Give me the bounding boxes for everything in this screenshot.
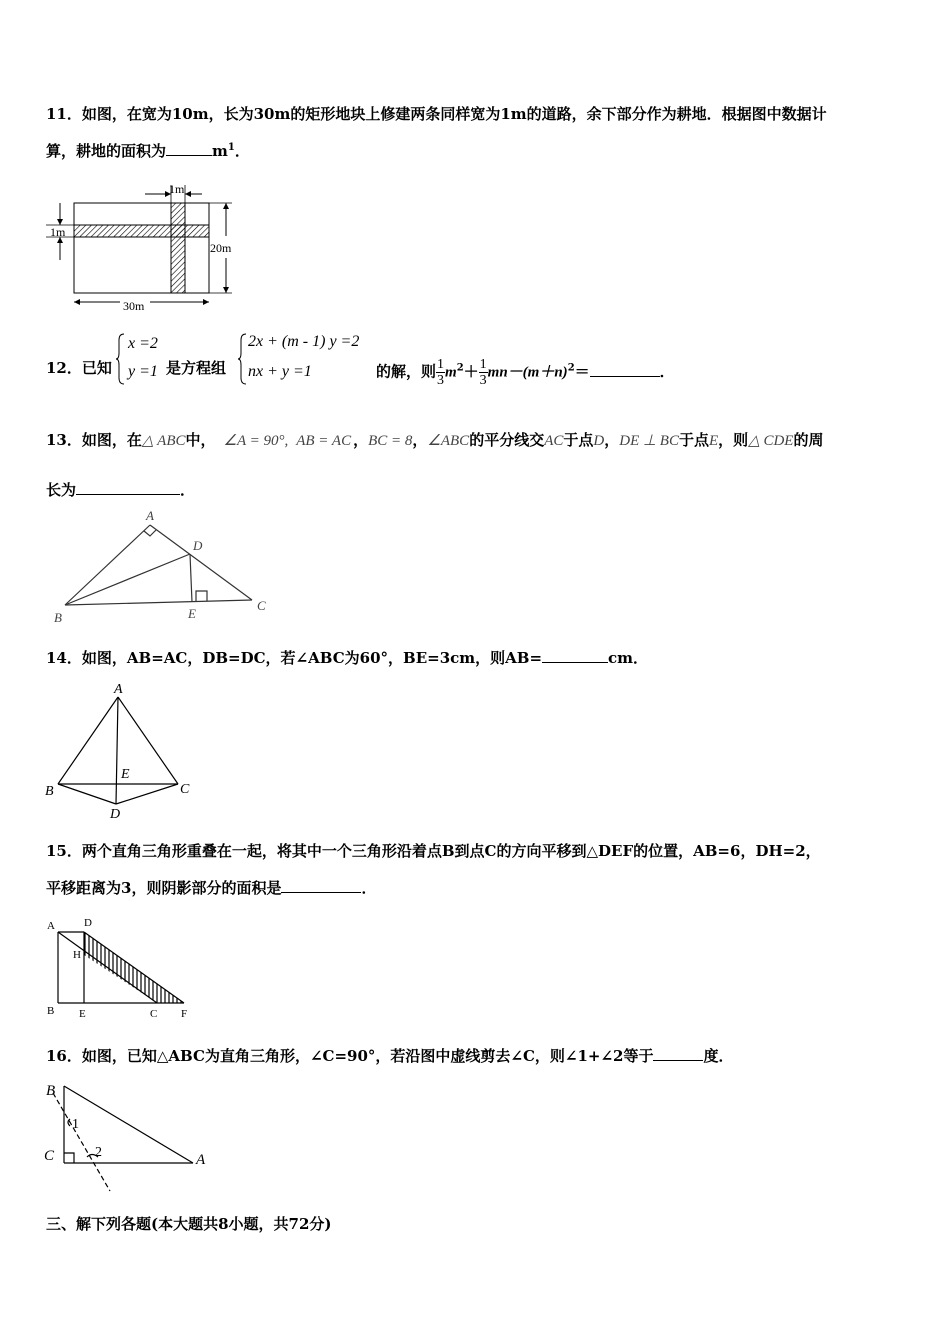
q11-line1: 11．如图，在宽为10m，长为30m的矩形地块上修建两条同样宽为1m的道路，余下部分作为耕地．根据图中数据计	[46, 105, 827, 123]
q16-label-angle-1: 1	[72, 1117, 79, 1132]
q13-label-e: E	[188, 606, 196, 621]
q11-figure	[40, 180, 250, 315]
q16-label-angle-2: 2	[95, 1145, 102, 1160]
label-right-20m: 20m	[210, 241, 232, 255]
q13-point-e: E	[709, 433, 719, 449]
q16-figure	[40, 1078, 220, 1198]
q15-label-h: H	[73, 949, 81, 961]
q13-label-c: C	[257, 598, 266, 613]
q15-end: ．	[361, 879, 377, 897]
q12-expression	[376, 357, 675, 388]
q14-label-e: E	[121, 767, 130, 782]
label-bottom-30m: 30m	[123, 299, 145, 313]
q13-de-perp-bc: DE ⊥ BC	[619, 433, 679, 449]
equals-sign: ＝	[574, 362, 590, 381]
term-m: m	[445, 364, 457, 381]
fraction-den: 3	[437, 373, 445, 388]
q11-line2-text: 算，耕地的面积为	[46, 142, 167, 160]
fraction-one-third-a	[436, 357, 445, 388]
answer-blank-13[interactable]	[76, 480, 180, 495]
sys1-row1: x =2	[128, 335, 158, 352]
q11-line2	[46, 140, 250, 161]
label-left-1m: 1m	[50, 225, 66, 239]
q12-end: ．	[659, 362, 675, 381]
q15-figure	[44, 915, 194, 1025]
q13-p7: ，	[604, 431, 620, 449]
q13-p10: 的周	[793, 431, 824, 449]
answer-blank-15[interactable]	[281, 878, 361, 893]
term-m-sup: 2	[456, 362, 464, 374]
answer-blank-14[interactable]	[542, 648, 608, 663]
sys1-row2: y =1	[128, 363, 158, 380]
q13-p3: ，	[353, 431, 369, 449]
q15-label-c: C	[150, 1008, 158, 1020]
horizontal-road	[74, 225, 209, 237]
answer-blank-12[interactable]	[590, 362, 660, 377]
brace-1	[116, 333, 126, 385]
q13-p1: 13．如图，在	[46, 431, 142, 449]
q13-p9: ，则	[718, 431, 749, 449]
field-rect	[74, 203, 209, 293]
q16-label-a: A	[196, 1152, 206, 1168]
q13-ac: AC	[544, 433, 564, 449]
q15-label-d: D	[84, 917, 92, 929]
q16-line	[46, 1045, 734, 1066]
q13-label-b: B	[54, 610, 62, 625]
q16-text: 16．如图，已知△ABC为直角三角形，∠C=90°，若沿图中虚线剪去∠C，则∠1+∠2等于	[46, 1047, 654, 1065]
q14-label-d: D	[110, 807, 121, 822]
q12-mid: 是方程组	[166, 359, 227, 377]
brace-2	[238, 333, 248, 385]
q14-label-c: C	[180, 782, 190, 797]
fraction-den-b: 3	[479, 373, 487, 388]
section-title: 三、解下列各题(本大题共8小题，共72分)	[46, 1215, 332, 1233]
q16-label-b: B	[46, 1083, 56, 1099]
q15-line2	[46, 877, 376, 898]
q13-figure	[50, 505, 280, 625]
q13-line1	[46, 429, 824, 450]
q16-end: 度．	[703, 1047, 734, 1065]
q14-line	[46, 647, 648, 668]
q13-line2	[46, 479, 195, 500]
q15-label-e: E	[79, 1008, 86, 1020]
q13-p6: 于点	[563, 431, 594, 449]
label-top-1m: 1m	[169, 182, 185, 196]
q15-label-a: A	[47, 920, 55, 932]
q14-label-b: B	[45, 784, 54, 799]
q11-end: ．	[234, 142, 250, 160]
q15-line1: 15．两个直角三角形重叠在一起，将其中一个三角形沿着点B到点C的方向平移到△DEF的位置，AB=6，DH=2，	[46, 842, 821, 860]
q12-post: 的解，则	[376, 362, 437, 381]
q13-angle-abc: ∠ABC	[427, 433, 470, 449]
q13-triangle-cde: △ CDE	[748, 433, 794, 449]
q13-p2: 中，	[185, 431, 216, 449]
term-mn-sup: 2	[567, 362, 575, 374]
plus-sign: ＋	[463, 362, 479, 381]
q13-label-a: A	[146, 508, 154, 523]
q13-triangle-abc: △ ABC	[141, 433, 186, 449]
answer-blank-11[interactable]	[166, 141, 212, 156]
fraction-one-third-b	[479, 357, 488, 388]
term-mn: mn－(m＋n)	[487, 364, 568, 381]
q13-p8: 于点	[678, 431, 709, 449]
q13-label-d: D	[193, 538, 203, 553]
q14-text: 14．如图，AB=AC，DB=DC，若∠ABC为60°，BE=3cm，则AB=	[46, 649, 543, 667]
q13-p4: ，	[412, 431, 428, 449]
q13-bc: BC = 8	[368, 433, 413, 449]
fraction-num: 1	[437, 357, 445, 372]
q13-end: ．	[180, 481, 196, 499]
q11-unit: m	[212, 142, 228, 160]
q15-line2-text: 平移距离为3，则阴影部分的面积是	[46, 879, 282, 897]
q15-label-f: F	[181, 1008, 188, 1020]
q14-label-a: A	[114, 682, 123, 697]
q13-point-d: D	[593, 433, 605, 449]
answer-blank-16[interactable]	[653, 1046, 703, 1061]
q13-angle-a: ∠A = 90°,	[223, 433, 289, 449]
q13-line2-text: 长为	[46, 481, 77, 499]
fraction-num-b: 1	[479, 357, 487, 372]
sys2-row1: 2x + (m - 1) y =2	[248, 333, 360, 350]
sys2-row2: nx + y =1	[248, 363, 312, 380]
q14-end: cm．	[608, 649, 649, 667]
q13-p5: 的平分线交	[469, 431, 545, 449]
vertical-road	[171, 203, 185, 293]
q12-number: 12．已知	[46, 359, 112, 377]
q13-ab-ac: AB = AC	[296, 433, 352, 449]
q15-label-b: B	[47, 1005, 55, 1017]
q11-unit-sup: 1	[227, 142, 235, 153]
q14-figure	[40, 680, 200, 820]
q16-label-c: C	[44, 1148, 55, 1164]
